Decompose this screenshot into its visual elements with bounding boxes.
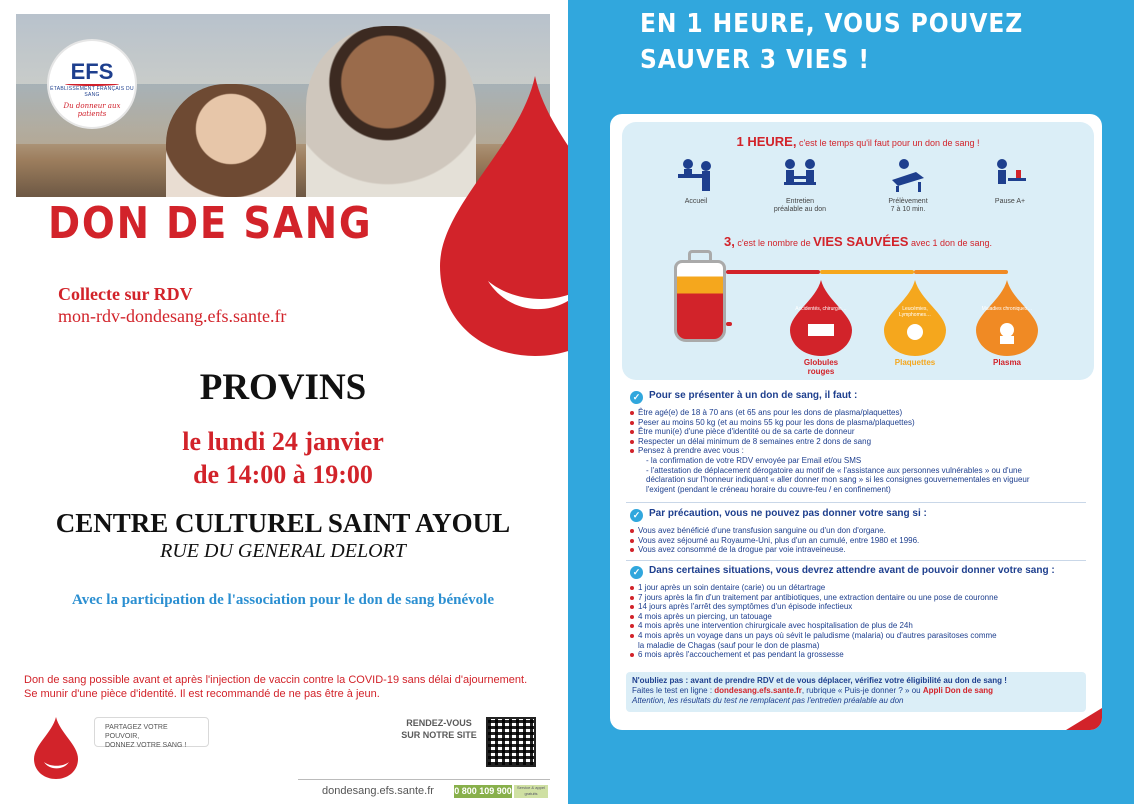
eligibility-reminder [626,672,1086,712]
section3-title: ✓ Dans certaines situations, vous devrez attendre avant de pouvoir donner votre sang : [630,565,1055,579]
reminder-line2: Faites le test en ligne : dondesang.efs.sante.fr, rubrique « Puis-je donner ? » ou Appli Don de sang [632,686,994,695]
headline-line1: EN 1 HEURE, VOUS POUVEZ [640,9,1024,39]
rdv-line2: SUR NOTRE SITE [401,730,477,740]
small-drop-icon [34,717,78,779]
plasma-label: Plasma [992,358,1022,367]
list-subitem: la maladie de Chagas (sauf pour le don de plasma) [638,640,820,650]
platelets-label: Plaquettes [894,358,936,367]
info-card [610,114,1102,730]
headline-line2: SAUVER 3 VIES ! [640,45,870,75]
vies-end: avec 1 don de sang. [908,238,993,248]
section2-list [630,526,1090,555]
heure-rest: c'est le temps qu'il faut pour un don de sang ! [796,138,980,148]
blood-bag-icon [674,260,726,342]
check-icon: ✓ [630,566,643,579]
footer-url[interactable]: dondesang.efs.sante.fr [322,785,434,797]
donation-chair-icon [888,156,928,194]
tube-orange [914,270,1008,274]
share-line1: PARTAGEZ VOTRE POUVOIR, [105,724,168,740]
woman-figure [166,84,296,197]
event-time: de 14:00 à 19:00 [193,460,373,489]
list-subitem: l'exigent (pendant le créneau horaire du couvre-feu / en confinement) [646,484,891,494]
covid-note-line2: Se munir d'une pièce d'identité. Il est recommandé de ne pas être à jeun. [24,688,380,700]
vies-big: VIES SAUVÉES [813,234,909,249]
association-note: Avec la participation de l'association pour le don de sang bénévole [72,592,494,608]
venue-name: CENTRE CULTUREL SAINT AYOUL [55,508,511,538]
list-item: 4 mois après un piercing, un tatouage [630,612,1090,622]
list-item: Vous avez consommé de la drogue par voie intraveineuse. [630,545,1090,555]
interview-icon [780,156,820,194]
section3-list [630,583,1090,660]
covid-note-line1: Don de sang possible avant et après l'injection de vaccin contre la COVID-19 sans délai d'ajournement. [24,674,528,686]
vies-title [622,234,1094,249]
list-item: 1 jour après un soin dentaire (carie) ou un détartrage [630,583,1090,593]
list-item: Être agé(e) de 18 à 70 ans (et 65 ans pour les dons de plasma/plaquettes) [630,408,1090,418]
list-item: 4 mois après un voyage dans un pays où sévit le paludisme (malaria) ou d'autres parasitoses comme [630,631,1090,641]
platelets-drop-icon [884,280,946,356]
poster-footer [16,711,550,804]
tube-red-down [726,322,732,326]
list-item: 6 mois après l'accouchement et pas pendant la grossesse [630,650,1090,660]
tube-yellow [820,270,914,274]
step-label: Pause A+ [994,198,1026,205]
list-subitem: déclaration sur l'honneur indiquant « aller donner mon sang » si les consignes gouvernementales en vigueur [646,475,1030,485]
qr-code[interactable] [486,717,536,767]
section-divider [626,560,1086,561]
red-cells-inner: Accidentés, chirurgie… [795,306,847,312]
reminder-link[interactable]: dondesang.efs.sante.fr [714,686,802,695]
reminder-line3: Attention, les résultats du test ne remplacent pas l'entretien préalable au don [632,696,904,705]
plasma-inner: Maladies chroniques… [981,306,1033,312]
vies-mid: c'est le nombre de [734,238,814,248]
rdv-site-text [399,717,479,741]
efs-logo-name: EFS [70,59,114,84]
step-label2: préalable au don [773,206,827,213]
check-icon: ✓ [630,391,643,404]
list-item: 14 jours après l'arrêt des symptômes d'un épisode infectieux [630,602,1090,612]
platelets-inner: Leucémies, Lymphomes… [898,306,932,318]
vies-num: 3, [723,234,735,249]
reminder-line1: N'oubliez pas : avant de prendre RDV et de vous déplacer, vérifiez votre éligibilité au don de sang ! [632,676,1007,685]
step-label: Prélèvement [888,198,928,205]
snack-break-icon [990,156,1030,194]
share-message [94,717,209,747]
step-label: Entretien [785,198,815,205]
city-name: PROVINS [199,367,367,408]
list-subitem: - la confirmation de votre RDV envoyée par Email et/ou SMS [646,455,862,465]
venue-street: RUE DU GENERAL DELORT [160,540,406,562]
red-cells-label: Globules rouges [803,358,839,376]
list-item: 4 mois après une intervention chirurgicale avec hospitalisation de plus de 24h [630,621,1090,631]
footer-phone[interactable]: 0 800 109 900 [454,786,512,796]
footer-divider [298,779,550,780]
check-icon: ✓ [630,509,643,522]
efs-logo-subtitle: ÉTABLISSEMENT FRANÇAIS DU SANG [50,86,134,98]
step-label2: 7 à 10 min. [890,206,926,213]
right-panel [568,0,1134,804]
list-item: Être muni(e) d'une pièce d'identité ou de sa carte de donneur [630,427,1090,437]
section2-title: ✓ Par précaution, vous ne pouvez pas donner votre sang si : [630,508,927,522]
reception-icon [676,156,716,194]
heure-big: 1 HEURE, [736,134,797,149]
event-date: le lundi 24 janvier [182,427,384,456]
section1-title: ✓ Pour se présenter à un don de sang, il faut : [630,390,857,404]
list-subitem: - l'attestation de déplacement dérogatoire au motif de « l'assistance aux personnes vulnérables » ou d'une [646,465,1022,475]
step-label: Accueil [684,198,708,205]
poster-title: DON DE SANG [48,198,373,249]
step-accueil [656,156,736,206]
step-prelevement [868,156,948,214]
step-entretien [760,156,840,214]
list-item: Vous avez bénéficié d'une transfusion sanguine ou d'un don d'organe. [630,526,1090,536]
red-cells-drop-icon [790,280,852,356]
rdv-line1: RENDEZ-VOUS [406,718,472,728]
plasma-drop-icon [976,280,1038,356]
collecte-url[interactable]: mon-rdv-dondesang.efs.sante.fr [58,306,287,326]
reminder-app[interactable]: Appli Don de sang [922,686,994,695]
share-line2: DONNEZ VOTRE SANG ! [105,742,187,749]
tube-red [726,270,820,274]
list-item: Pensez à prendre avec vous : [630,446,1090,456]
efs-logo-arc [65,82,119,86]
efs-logo [49,41,135,127]
section-divider [626,502,1086,503]
list-item: Peser au moins 50 kg (et au moins 55 kg pour les dons de plasma/plaquettes) [630,418,1090,428]
heure-title [622,134,1094,149]
collecte-label: Collecte sur RDV [58,284,193,304]
step-pause [970,156,1050,206]
efs-logo-tagline: Du donneur aux patients [63,102,121,118]
section1-list [630,408,1090,494]
list-item: Vous avez séjourné au Royaume-Uni, plus d'un an cumulé, entre 1980 et 1996. [630,536,1090,546]
headline [640,6,1023,78]
covid-note [24,673,546,701]
list-item: 7 jours après la fin d'un traitement par antibiotiques, une extraction dentaire ou une pose de couronne [630,593,1090,603]
infographic-box [622,122,1094,380]
list-item: Respecter un délai minimum de 8 semaines entre 2 dons de sang [630,437,1090,447]
phone-badge: Service & appel gratuits [514,785,548,798]
